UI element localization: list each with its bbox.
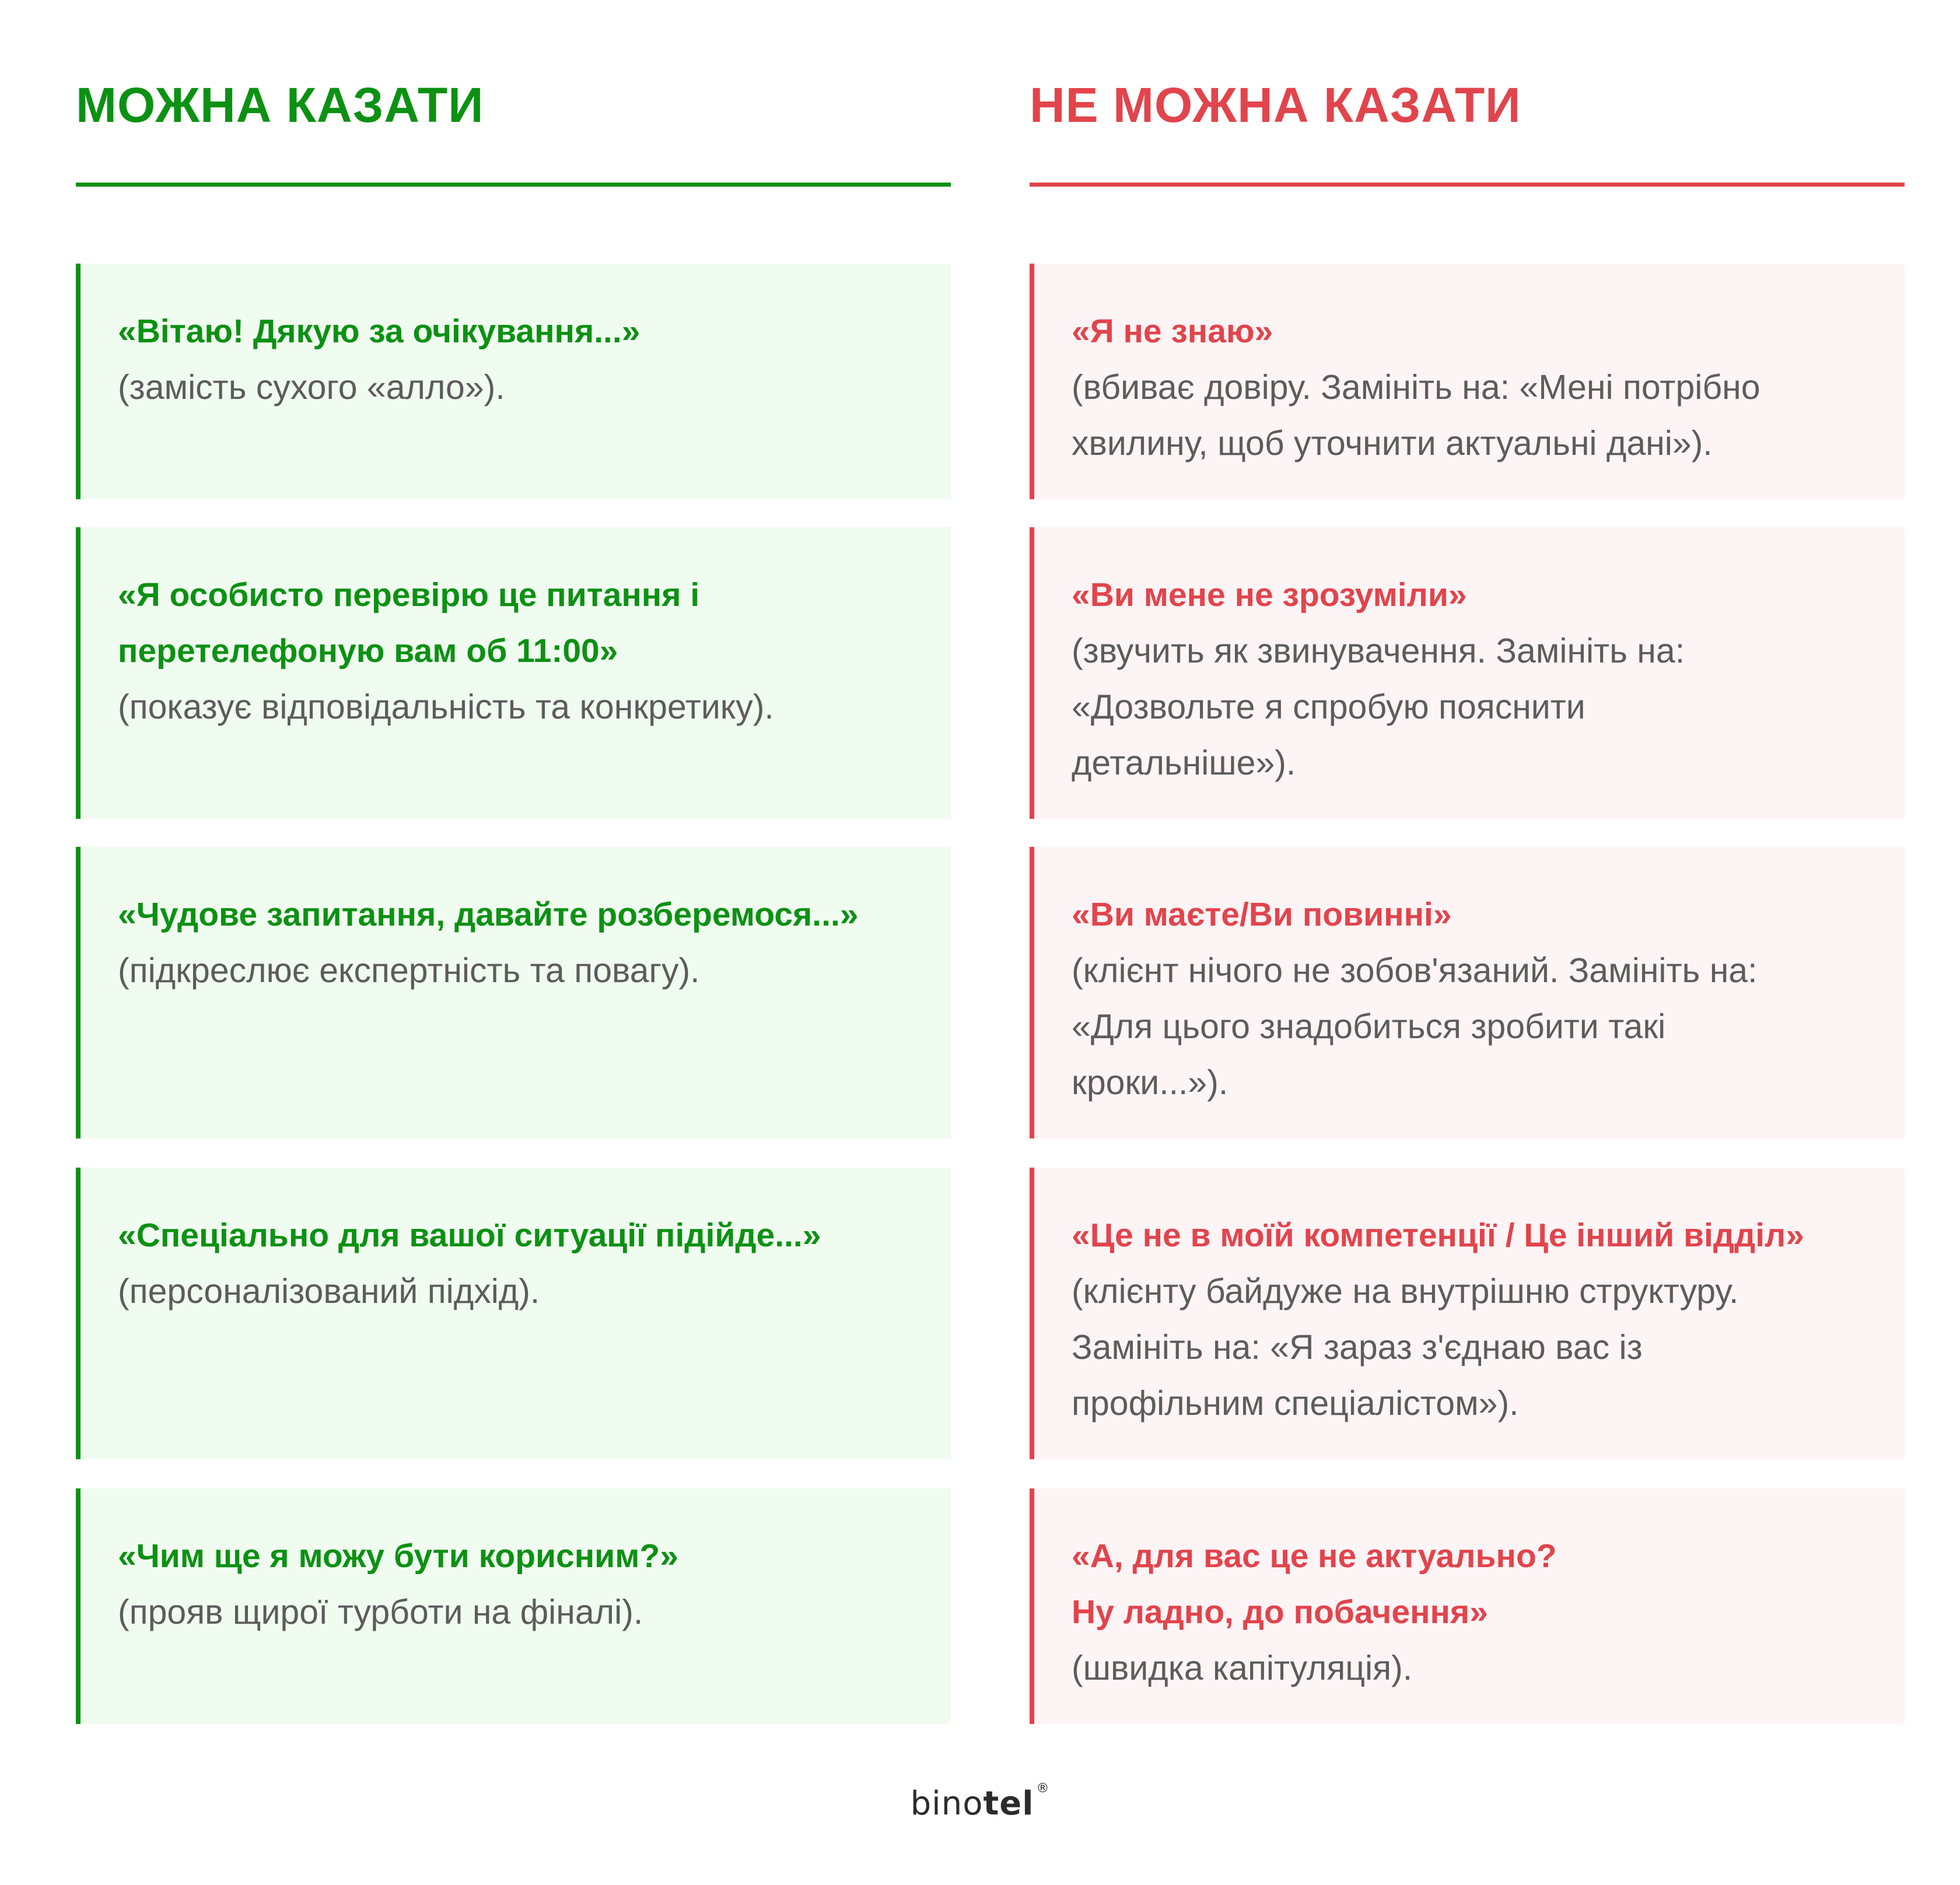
logo-bold-text: tel	[983, 1785, 1034, 1823]
card-phrase: «Я особисто перевірю це питання і перетелефоную вам об 11:00»	[118, 576, 700, 670]
cannot-say-card	[1030, 1488, 1905, 1724]
registered-mark-icon: ®	[1036, 1781, 1050, 1796]
card-note: (вбиває довіру. Замініть на: «Мені потрібно хвилину, щоб уточнити актуальні дані»).	[1072, 368, 1760, 463]
card-phrase: «А, для вас це не актуально? Ну ладно, до побачення»	[1072, 1537, 1557, 1631]
can-say-card	[76, 264, 951, 499]
card-phrase: «Я не знаю»	[1072, 313, 1273, 350]
card-note: (замість сухого «алло»).	[118, 368, 505, 407]
can-say-title: МОЖНА КАЗАТИ	[76, 78, 484, 132]
card-note: (підкреслює експертність та повагу).	[118, 951, 700, 990]
cannot-say-card	[1030, 527, 1905, 819]
cannot-say-card	[1030, 1168, 1905, 1459]
can-say-card	[76, 847, 951, 1138]
card-phrase: «Чим ще я можу бути корисним?»	[118, 1537, 678, 1575]
binotel-logo	[0, 1781, 1960, 1823]
card-note: (показує відповідальність та конкретику).	[118, 688, 774, 726]
card-phrase: «Вітаю! Дякую за очікування...»	[118, 313, 640, 350]
can-say-divider	[76, 183, 951, 187]
card-note: (персоналізований підхід).	[118, 1272, 540, 1311]
card-note: (звучить як звинувачення. Замініть на: «Дозвольте я спробую пояснити детальніше»).	[1072, 632, 1685, 782]
card-note: (швидка капітуляція).	[1072, 1649, 1413, 1687]
card-phrase: «Спеціально для вашої ситуації підійде...»	[118, 1217, 821, 1254]
can-say-card	[76, 1488, 951, 1724]
cannot-say-card	[1030, 847, 1905, 1138]
can-say-card	[76, 527, 951, 819]
card-phrase: «Ви маєте/Ви повинні»	[1072, 896, 1452, 933]
can-say-card	[76, 1168, 951, 1459]
card-note: (клієнт нічого не зобов'язаний. Замініть на: «Для цього знадобиться зробити такі кроки...»).	[1072, 951, 1758, 1102]
cannot-say-card	[1030, 264, 1905, 499]
cannot-say-divider	[1030, 183, 1905, 187]
card-note: (клієнту байдуже на внутрішню структуру. Замініть на: «Я зараз з'єднаю вас із профільним спеціалістом»).	[1072, 1272, 1739, 1422]
card-phrase: «Чудове запитання, давайте розберемося...»	[118, 896, 859, 933]
cannot-say-title: НЕ МОЖНА КАЗАТИ	[1030, 78, 1521, 132]
card-note: (прояв щирої турботи на фіналі).	[118, 1593, 643, 1631]
logo-regular-text: bino	[910, 1785, 984, 1823]
card-phrase: «Це не в моїй компетенції / Це інший відділ»	[1072, 1217, 1804, 1254]
card-phrase: «Ви мене не зрозуміли»	[1072, 576, 1467, 614]
